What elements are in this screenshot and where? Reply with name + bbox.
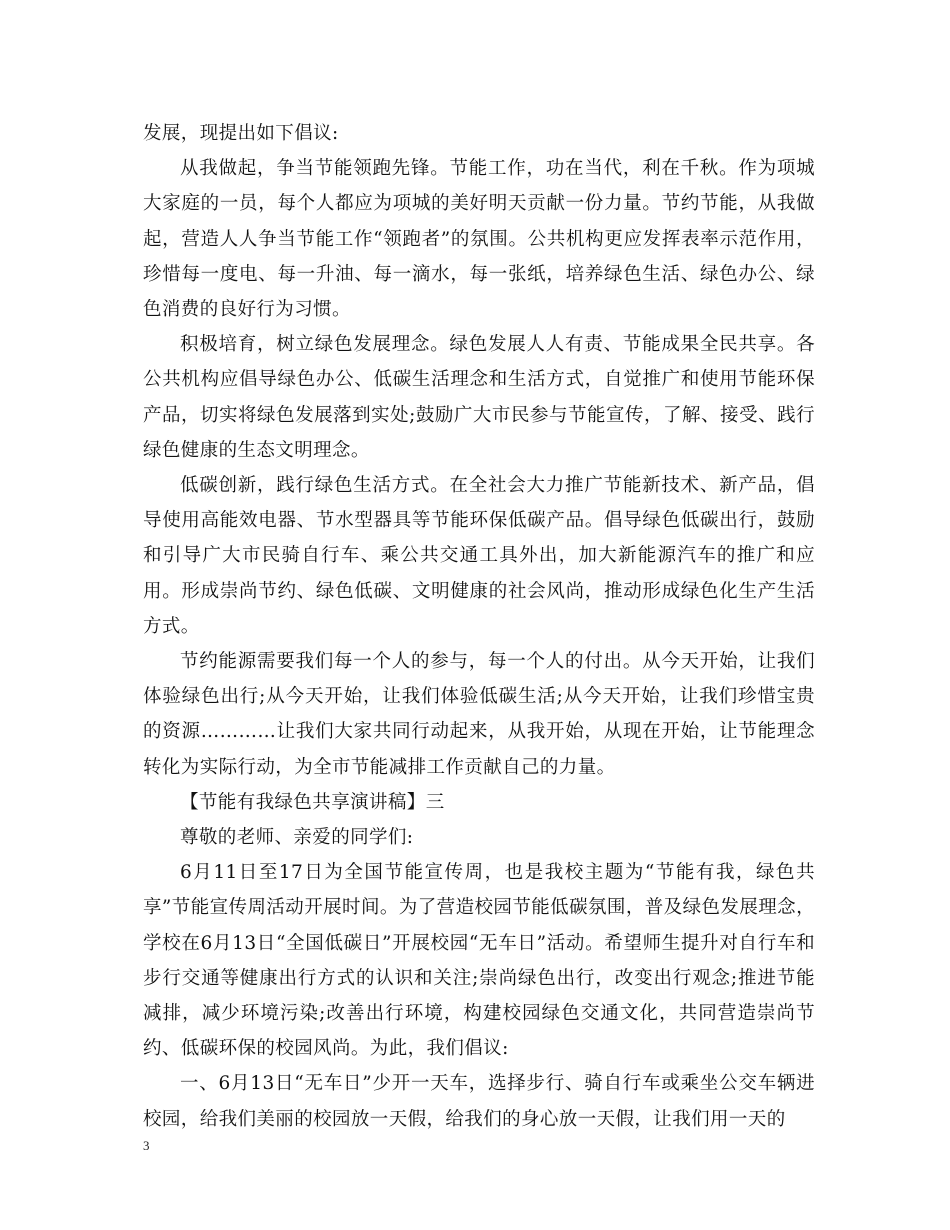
paragraph: 发展，现提出如下倡议: (143, 123, 339, 144)
page-number: 3 (143, 1138, 150, 1153)
paragraph: 6月11日至17日为全国节能宣传周，也是我校主题为“节能有我，绿色共享”节能宣传周活动开展时间。为了营造校园节能低碳氛围，普及绿色发展理念，学校在6月13日“全国低碳日”开展校园“无车日”活动。希望师生提升对自行车和步行交通等健康出行方式的认识和关注;崇尚绿色出行，改变出行观念;推进节能减排，减少环境污染;改善出行环境，构建校园绿色交通文化，共同营造崇尚节约、低碳环保的校园风尚。为此，我们倡议: (143, 862, 815, 1060)
section-heading: 【节能有我绿色共享演讲稿】三 (180, 791, 445, 813)
paragraph: 积极培育，树立绿色发展理念。绿色发展人人有责、节能成果全民共享。各公共机构应倡导绿色办公、低碳生活理念和生活方式，自觉推广和使用节能环保产品，切实将绿色发展落到实处;鼓励广大市民参与节能宣传，了解、接受、践行绿色健康的生态文明理念。 (143, 334, 815, 461)
paragraph: 一、6月13日“无车日”少开一天车，选择步行、骑自行车或乘坐公交车辆进校园，给我们美丽的校园放一天假，给我们的身心放一天假，让我们用一天的 (143, 1073, 815, 1130)
paragraph: 从我做起，争当节能领跑先锋。节能工作，功在当代，利在千秋。作为项城大家庭的一员，每个人都应为项城的美好明天贡献一份力量。节约节能，从我做起，营造人人争当节能工作“领跑者”的氛围。公共机构更应发挥表率示范作用，珍惜每一度电、每一升油、每一滴水，每一张纸，培养绿色生活、绿色办公、绿色消费的良好行为习惯。 (143, 158, 815, 321)
document-body (143, 116, 815, 1137)
salutation: 尊敬的老师、亲爱的同学们: (180, 827, 414, 849)
paragraph: 低碳创新，践行绿色生活方式。在全社会大力推广节能新技术、新产品，倡导使用高能效电器、节水型器具等节能环保低碳产品。倡导绿色低碳出行，鼓励和引导广大市民骑自行车、乘公共交通工具外出，加大新能源汽车的推广和应用。形成崇尚节约、绿色低碳、文明健康的社会风尚，推动形成绿色化生产生活方式。 (143, 475, 815, 637)
paragraph: 节约能源需要我们每一个人的参与，每一个人的付出。从今天开始，让我们体验绿色出行;从今天开始，让我们体验低碳生活;从今天开始，让我们珍惜宝贵的资源…………让我们大家共同行动起来，从我开始，从现在开始，让节能理念转化为实际行动，为全市节能减排工作贡献自己的力量。 (143, 651, 815, 778)
